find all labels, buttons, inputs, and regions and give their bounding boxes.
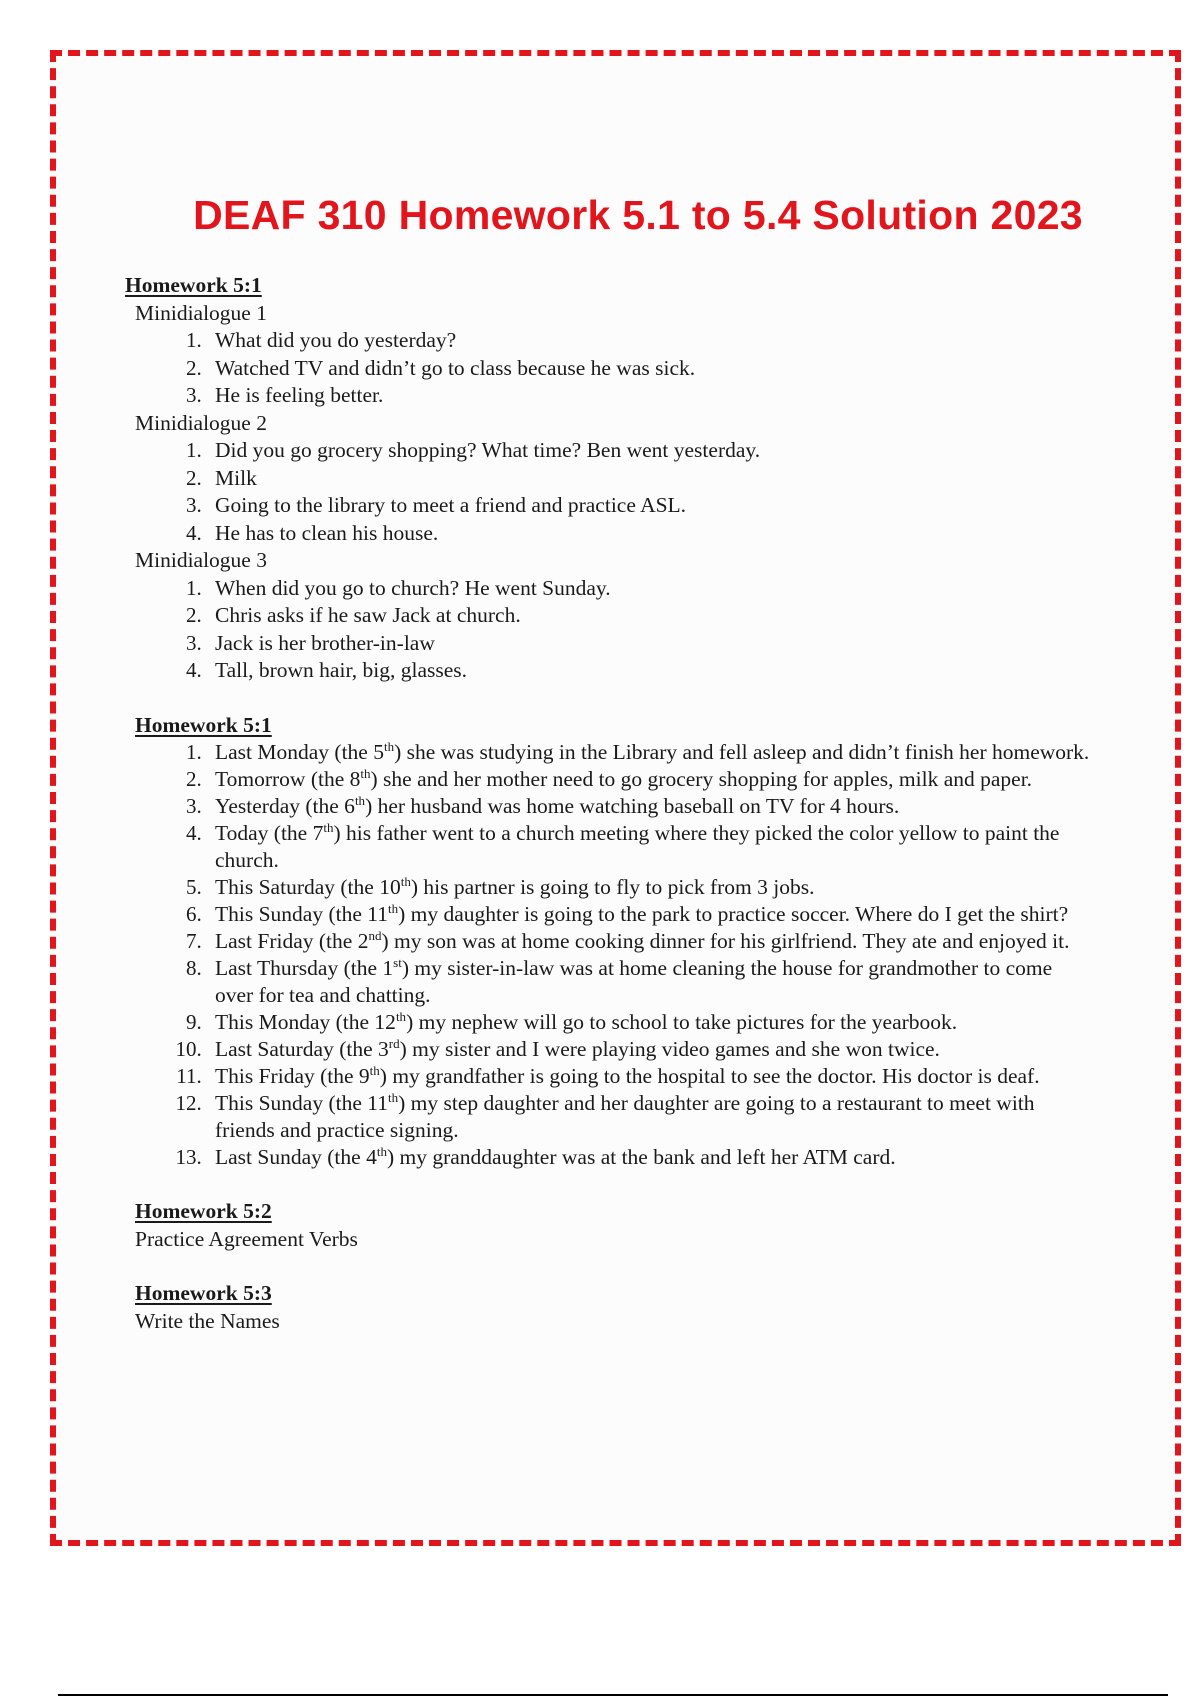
section-heading-homework-5-1: Homework 5:1 <box>125 273 262 297</box>
ordinal-suffix: st <box>393 954 402 970</box>
list-item-text: Last Saturday (the 3 <box>215 1037 389 1061</box>
list-item: 3. Jack is her brother-in-law <box>207 630 1095 658</box>
ordinal-suffix: th <box>376 1143 387 1159</box>
document-body <box>125 272 1095 1335</box>
list-item: 2. Chris asks if he saw Jack at church. <box>207 602 1095 630</box>
minidialogue-label: Minidialogue 1 <box>135 300 267 325</box>
list-item-text: This Saturday (the 10 <box>215 875 401 899</box>
list-item: 1. When did you go to church? He went Sunday. <box>207 575 1095 603</box>
ordinal-suffix: th <box>387 1089 399 1105</box>
list-item-text: Last Sunday (the 4 <box>215 1145 377 1169</box>
list-item-text: This Sunday (the 11 <box>215 902 388 926</box>
list-item-text: ) her husband was home watching baseball on TV for 4 hours. <box>365 794 900 818</box>
list-item-text: ) my sister and I were playing video games and she won twice. <box>399 1037 940 1061</box>
list-item: 3. Going to the library to meet a friend and practice ASL. <box>207 492 1095 520</box>
ordinal-suffix: th <box>395 1008 407 1024</box>
list-item <box>207 1144 1095 1171</box>
ordinal-suffix: nd <box>368 927 382 943</box>
list-item: 4. Tall, brown hair, big, glasses. <box>207 657 1095 685</box>
bottom-rule <box>58 1694 1168 1696</box>
list-item <box>207 1063 1095 1090</box>
ordinal-suffix: th <box>383 738 395 754</box>
ordinal-suffix: th <box>354 792 366 808</box>
section-heading-homework-5-2: Homework 5:2 <box>135 1199 272 1223</box>
minidialogue-label: Minidialogue 2 <box>135 410 267 435</box>
minidialogue-3-list <box>135 575 1095 685</box>
list-item-text: ) my son was at home cooking dinner for his girlfriend. They ate and enjoyed it. <box>381 929 1070 953</box>
list-item-text: ) she and her mother need to go grocery shopping for apples, milk and paper. <box>370 767 1033 791</box>
homework-5-1-answers-list <box>135 739 1095 1171</box>
list-item-text: ) his partner is going to fly to pick from 3 jobs. <box>410 875 815 899</box>
list-item-text: ) his father went to a church meeting where they picked the color yellow to paint the church. <box>215 821 1060 872</box>
list-item-text: ) my sister-in-law was at home cleaning the house for grandmother to come over for tea and chatting. <box>215 956 1053 1007</box>
page-title: DEAF 310 Homework 5.1 to 5.4 Solution 2023 <box>193 192 1083 238</box>
list-item-text: ) she was studying in the Library and fell asleep and didn’t finish her homework. <box>394 740 1090 764</box>
section-heading-homework-5-1-second: Homework 5:1 <box>135 712 272 737</box>
list-item <box>207 1036 1095 1063</box>
list-item <box>207 874 1095 901</box>
list-item <box>207 1009 1095 1036</box>
list-item <box>207 901 1095 928</box>
list-item-text: ) my granddaughter was at the bank and left her ATM card. <box>386 1145 896 1169</box>
list-item-text: Tomorrow (the 8 <box>215 767 361 791</box>
minidialogue-1-list <box>135 327 1095 410</box>
list-item <box>207 793 1095 820</box>
list-item <box>207 820 1095 874</box>
ordinal-suffix: rd <box>388 1035 400 1051</box>
list-item-text: ) my daughter is going to the park to practice soccer. Where do I get the shirt? <box>398 902 1069 926</box>
list-item <box>207 955 1095 1009</box>
list-item: 2. Milk <box>207 465 1095 493</box>
list-item-text: Last Monday (the 5 <box>215 740 384 764</box>
list-item <box>207 1090 1095 1144</box>
section-text: Practice Agreement Verbs <box>135 1226 358 1251</box>
list-item-text: Yesterday (the 6 <box>215 794 355 818</box>
ordinal-suffix: th <box>400 873 411 889</box>
list-item <box>207 928 1095 955</box>
list-item-text: ) my nephew will go to school to take pictures for the yearbook. <box>406 1010 958 1034</box>
list-item-text: This Friday (the 9 <box>215 1064 370 1088</box>
ordinal-suffix: th <box>360 765 371 781</box>
list-item-text: ) my step daughter and her daughter are going to a restaurant to meet with friends and practice signing. <box>215 1091 1035 1142</box>
minidialogue-label: Minidialogue 3 <box>135 548 267 572</box>
list-item: 2. Watched TV and didn’t go to class because he was sick. <box>207 355 1095 383</box>
list-item <box>207 739 1095 766</box>
section-heading-homework-5-3: Homework 5:3 <box>135 1281 272 1305</box>
list-item-text: ) my grandfather is going to the hospital to see the doctor. His doctor is deaf. <box>379 1064 1040 1088</box>
list-item: 3. He is feeling better. <box>207 382 1095 410</box>
minidialogue-2-list <box>135 437 1095 547</box>
list-item-text: This Monday (the 12 <box>215 1010 396 1034</box>
ordinal-suffix: th <box>369 1062 380 1078</box>
ordinal-suffix: th <box>323 819 334 835</box>
ordinal-suffix: th <box>387 900 399 916</box>
list-item: 1. Did you go grocery shopping? What time? Ben went yesterday. <box>207 437 1095 465</box>
list-item-text: Last Friday (the 2 <box>215 929 369 953</box>
list-item: 4. He has to clean his house. <box>207 520 1095 548</box>
list-item-text: Last Thursday (the 1 <box>215 956 394 980</box>
list-item <box>207 766 1095 793</box>
list-item-text: Today (the 7 <box>215 821 324 845</box>
list-item: 1. What did you do yesterday? <box>207 327 1095 355</box>
list-item-text: This Sunday (the 11 <box>215 1091 388 1115</box>
section-text: Write the Names <box>135 1308 280 1333</box>
